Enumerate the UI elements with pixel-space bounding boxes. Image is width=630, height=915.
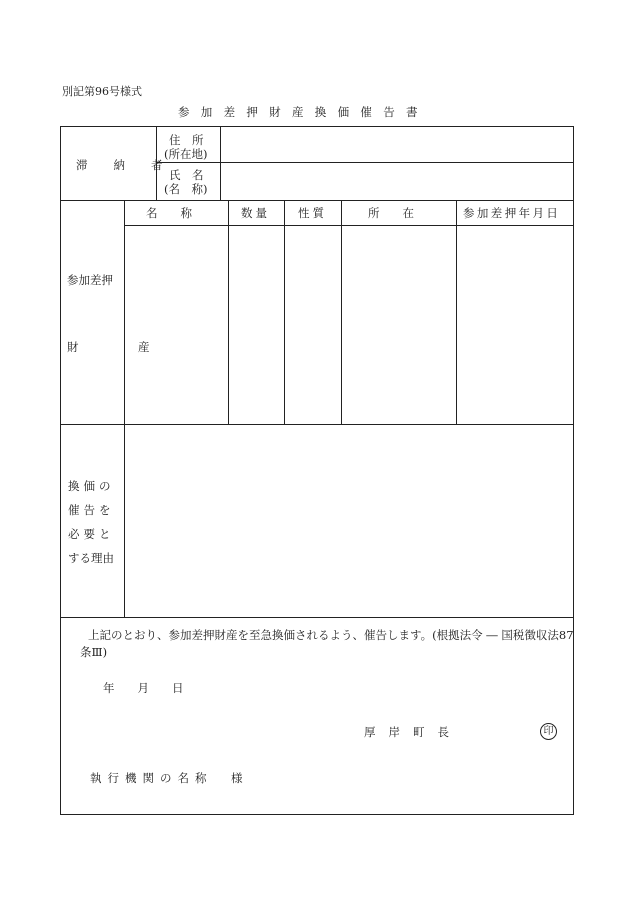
divider xyxy=(341,200,342,424)
date-line: 年 月 日 xyxy=(103,681,184,695)
divider xyxy=(284,200,285,424)
name-value[interactable] xyxy=(228,173,568,189)
column-header-location: 所 在 xyxy=(368,206,414,220)
divider xyxy=(60,424,574,425)
statement-text: 上記のとおり、参加差押財産を至急換価されるよう、催告します。(根拠法令 ― 国税徴収法87条Ⅲ) xyxy=(80,628,574,659)
divider xyxy=(220,126,221,200)
divider xyxy=(60,617,574,618)
divider xyxy=(124,225,574,226)
property-label: 参加差押 xyxy=(67,273,113,287)
column-header-date: 参加差押年月日 xyxy=(463,206,561,220)
column-header-nature: 性質 xyxy=(298,206,327,220)
name-label-sub: (名 称) xyxy=(164,182,208,196)
divider xyxy=(228,200,229,424)
divider xyxy=(60,200,574,201)
address-label: 住 所 xyxy=(169,133,204,147)
address-value[interactable] xyxy=(228,138,568,154)
form-id: 別記第96号様式 xyxy=(62,85,142,98)
reason-label: 換価の 催告を 必要と する理由 xyxy=(68,479,115,565)
divider xyxy=(156,162,574,163)
delinquent-label: 滞納者 xyxy=(76,158,189,172)
address-label-sub: (所在地) xyxy=(164,147,208,161)
property-label-2: 財 産 xyxy=(67,340,174,354)
issuer-name: 厚岸町長 xyxy=(364,725,462,739)
document-title: 参加差押財産換価催告書 xyxy=(178,105,429,119)
honorific: 様 xyxy=(231,771,243,785)
name-label: 氏 名 xyxy=(169,168,204,182)
column-header-name: 名 称 xyxy=(146,206,192,220)
recipient-label: 執行機関の名称 xyxy=(90,771,213,785)
divider xyxy=(124,200,125,617)
seal-mark: 印 xyxy=(540,723,557,740)
column-header-quantity: 数量 xyxy=(241,206,270,220)
form-frame xyxy=(60,126,574,815)
divider xyxy=(456,200,457,424)
